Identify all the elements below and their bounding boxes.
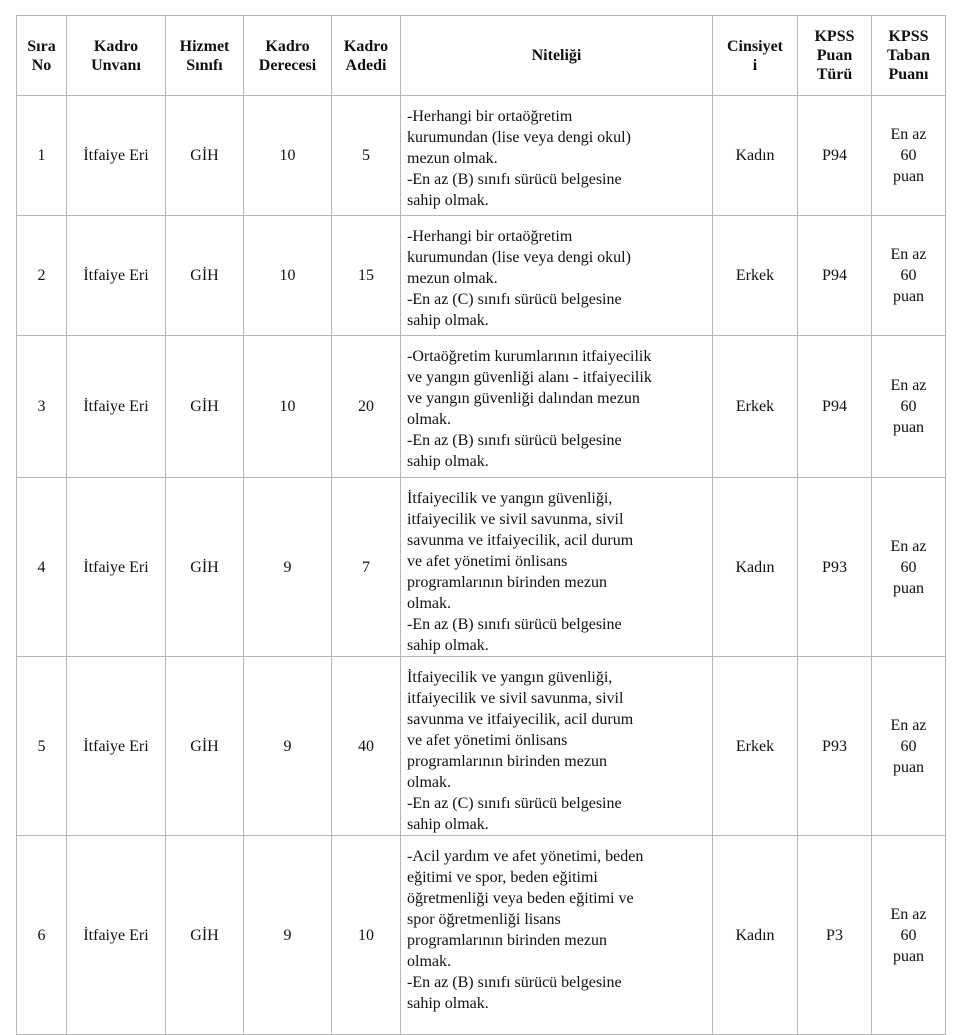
- table-row: [17, 216, 946, 336]
- cell-cinsiyet: Erkek: [713, 216, 798, 336]
- cell-kpss-puan-turu: P3: [798, 836, 872, 1035]
- niteligi-line: -Herhangi bir ortaöğretim: [407, 228, 573, 245]
- taban-line: En az: [890, 377, 927, 394]
- niteligi-text: [407, 336, 712, 477]
- niteligi-line: sahip olmak.: [407, 816, 489, 833]
- table-row: [17, 96, 946, 216]
- header-text: Puanı: [888, 66, 929, 83]
- cell-sira-no: 1: [17, 96, 67, 216]
- niteligi-line: -Ortaöğretim kurumlarının itfaiyecilik: [407, 348, 652, 365]
- niteligi-line: savunma ve itfaiyecilik, acil durum: [407, 532, 634, 549]
- table-row: [17, 657, 946, 836]
- taban-line: 60: [900, 926, 917, 944]
- cell-niteligi: [401, 836, 713, 1035]
- cell-kpss-taban-puani: [872, 336, 946, 478]
- cell-cinsiyet: Kadın: [713, 478, 798, 657]
- header-row: [17, 16, 946, 96]
- niteligi-line: ve afet yönetimi önlisans: [407, 732, 568, 749]
- cell-kadro-unvani: İtfaiye Eri: [67, 478, 166, 657]
- niteligi-line: eğitimi ve spor, beden eğitimi: [407, 869, 598, 886]
- header-cinsiyet: [713, 16, 798, 96]
- header-kadro-adedi: [332, 16, 401, 96]
- niteligi-line: sahip olmak.: [407, 312, 489, 329]
- niteligi-line: -En az (B) sınıfı sürücü belgesine: [407, 432, 622, 449]
- niteligi-line: sahip olmak.: [407, 453, 489, 470]
- table-row: [17, 478, 946, 657]
- cell-hizmet-sinifi: GİH: [166, 336, 244, 478]
- cell-kpss-puan-turu: P93: [798, 657, 872, 836]
- niteligi-text: [407, 96, 712, 215]
- cell-niteligi: [401, 657, 713, 836]
- cell-niteligi: [401, 96, 713, 216]
- cell-kadro-adedi: 7: [332, 478, 401, 657]
- taban-line: En az: [890, 537, 927, 555]
- header-sira-no: [17, 16, 67, 96]
- cell-niteligi: [401, 478, 713, 657]
- niteligi-line: spor öğretmenliği lisans: [407, 911, 561, 928]
- niteligi-line: öğretmenliği veya beden eğitimi ve: [407, 890, 634, 907]
- header-kpss-taban-puani: [872, 16, 946, 96]
- niteligi-line: olmak.: [407, 953, 451, 970]
- niteligi-line: programlarının birinden mezun: [407, 932, 607, 949]
- niteligi-line: -Herhangi bir ortaöğretim: [407, 108, 573, 125]
- cell-hizmet-sinifi: GİH: [166, 478, 244, 657]
- niteligi-line: -En az (B) sınıfı sürücü belgesine: [407, 974, 622, 991]
- niteligi-line: mezun olmak.: [407, 270, 498, 287]
- cell-sira-no: 4: [17, 478, 67, 657]
- taban-line: En az: [890, 716, 927, 734]
- header-text: Taban: [887, 47, 930, 64]
- cell-cinsiyet: Kadın: [713, 96, 798, 216]
- niteligi-line: programlarının birinden mezun: [407, 574, 607, 591]
- cell-kpss-taban-puani: [872, 836, 946, 1035]
- niteligi-line: ve yangın güvenliği dalından mezun: [407, 390, 640, 407]
- header-text: Kadro: [93, 37, 139, 55]
- niteligi-line: -En az (C) sınıfı sürücü belgesine: [407, 291, 622, 308]
- niteligi-line: olmak.: [407, 595, 451, 612]
- cell-cinsiyet: Erkek: [713, 657, 798, 836]
- cell-hizmet-sinifi: GİH: [166, 96, 244, 216]
- niteligi-line: savunma ve itfaiyecilik, acil durum: [407, 711, 634, 728]
- cell-kadro-adedi: 15: [332, 216, 401, 336]
- taban-line: 60: [900, 737, 917, 755]
- niteligi-line: sahip olmak.: [407, 637, 489, 654]
- cell-kpss-puan-turu: P94: [798, 216, 872, 336]
- niteligi-text: [407, 216, 712, 335]
- header-text: Adedi: [345, 56, 387, 74]
- header-text: Hizmet: [179, 37, 230, 55]
- cell-kadro-derecesi: 9: [244, 836, 332, 1035]
- taban-line: En az: [890, 246, 927, 263]
- header-kadro-unvani: [67, 16, 166, 96]
- header-text: Kadro: [265, 37, 310, 55]
- niteligi-line: -En az (B) sınıfı sürücü belgesine: [407, 171, 622, 188]
- niteligi-line: ve yangın güvenliği alanı - itfaiyecilik: [407, 369, 652, 386]
- header-kadro-derecesi: [244, 16, 332, 96]
- cell-kadro-unvani: İtfaiye Eri: [67, 216, 166, 336]
- niteligi-line: kurumundan (lise veya dengi okul): [407, 249, 631, 266]
- taban-line: 60: [900, 147, 917, 164]
- cell-kpss-puan-turu: P94: [798, 96, 872, 216]
- taban-line: puan: [892, 579, 925, 597]
- cell-kpss-taban-puani: [872, 478, 946, 657]
- niteligi-line: sahip olmak.: [407, 995, 489, 1012]
- niteligi-line: olmak.: [407, 774, 451, 791]
- cell-kpss-taban-puani: [872, 657, 946, 836]
- cell-kadro-unvani: İtfaiye Eri: [67, 96, 166, 216]
- cell-kadro-derecesi: 10: [244, 96, 332, 216]
- table-row: [17, 336, 946, 478]
- niteligi-line: -En az (C) sınıfı sürücü belgesine: [407, 795, 622, 812]
- header-text: Türü: [816, 66, 853, 83]
- header-text: Sıra: [27, 37, 56, 55]
- cell-sira-no: 3: [17, 336, 67, 478]
- cell-kpss-puan-turu: P94: [798, 336, 872, 478]
- niteligi-text: [407, 478, 712, 656]
- niteligi-line: itfaiyecilik ve sivil savunma, sivil: [407, 511, 624, 528]
- header-text: KPSS: [888, 28, 929, 45]
- taban-line: 60: [900, 558, 917, 576]
- cell-niteligi: [401, 336, 713, 478]
- cell-sira-no: 2: [17, 216, 67, 336]
- header-text: i: [752, 56, 758, 74]
- taban-line: puan: [892, 288, 925, 305]
- cell-kadro-adedi: 5: [332, 96, 401, 216]
- taban-line: puan: [892, 947, 925, 965]
- header-text: Puan: [816, 47, 853, 64]
- cell-kadro-derecesi: 10: [244, 216, 332, 336]
- cell-kpss-taban-puani: [872, 96, 946, 216]
- header-text: Cinsiyet: [727, 37, 783, 55]
- cell-kadro-derecesi: 9: [244, 478, 332, 657]
- cell-niteligi: [401, 216, 713, 336]
- cell-kadro-unvani: İtfaiye Eri: [67, 836, 166, 1035]
- header-text: KPSS: [814, 28, 855, 45]
- niteligi-line: itfaiyecilik ve sivil savunma, sivil: [407, 690, 624, 707]
- cell-kadro-adedi: 40: [332, 657, 401, 836]
- niteligi-line: İtfaiyecilik ve yangın güvenliği,: [407, 490, 613, 507]
- cell-hizmet-sinifi: GİH: [166, 657, 244, 836]
- header-text: Derecesi: [258, 56, 317, 74]
- niteligi-line: İtfaiyecilik ve yangın güvenliği,: [407, 669, 613, 686]
- header-hizmet-sinifi: [166, 16, 244, 96]
- cell-hizmet-sinifi: GİH: [166, 836, 244, 1035]
- header-text: Kadro: [343, 37, 389, 55]
- table-row: [17, 836, 946, 1035]
- cell-sira-no: 5: [17, 657, 67, 836]
- header-niteligi: [401, 16, 713, 96]
- cell-kadro-derecesi: 10: [244, 336, 332, 478]
- niteligi-line: mezun olmak.: [407, 150, 498, 167]
- header-kpss-puan-turu: [798, 16, 872, 96]
- cell-kadro-unvani: İtfaiye Eri: [67, 336, 166, 478]
- cell-kpss-puan-turu: P93: [798, 478, 872, 657]
- header-text: Niteliği: [531, 47, 582, 64]
- niteligi-line: sahip olmak.: [407, 192, 489, 209]
- niteligi-text: [407, 657, 712, 835]
- header-text: Unvanı: [91, 56, 141, 74]
- taban-line: puan: [892, 168, 925, 185]
- niteligi-line: -En az (B) sınıfı sürücü belgesine: [407, 616, 622, 633]
- niteligi-line: -Acil yardım ve afet yönetimi, beden: [407, 848, 644, 865]
- cell-kadro-adedi: 10: [332, 836, 401, 1035]
- taban-line: puan: [892, 419, 925, 436]
- taban-line: puan: [892, 758, 925, 776]
- kadro-table: [16, 15, 946, 1035]
- niteligi-text: [407, 836, 712, 1034]
- cell-kadro-unvani: İtfaiye Eri: [67, 657, 166, 836]
- cell-cinsiyet: Erkek: [713, 336, 798, 478]
- taban-line: En az: [890, 905, 927, 923]
- header-text: Sınıfı: [186, 56, 223, 74]
- niteligi-line: olmak.: [407, 411, 451, 428]
- taban-line: En az: [890, 126, 927, 143]
- taban-line: 60: [900, 398, 917, 415]
- niteligi-line: programlarının birinden mezun: [407, 753, 607, 770]
- cell-cinsiyet: Kadın: [713, 836, 798, 1035]
- taban-line: 60: [900, 267, 917, 284]
- niteligi-line: kurumundan (lise veya dengi okul): [407, 129, 631, 146]
- cell-kadro-derecesi: 9: [244, 657, 332, 836]
- cell-hizmet-sinifi: GİH: [166, 216, 244, 336]
- cell-kpss-taban-puani: [872, 216, 946, 336]
- header-text: No: [31, 56, 52, 74]
- niteligi-line: ve afet yönetimi önlisans: [407, 553, 568, 570]
- cell-kadro-adedi: 20: [332, 336, 401, 478]
- cell-sira-no: 6: [17, 836, 67, 1035]
